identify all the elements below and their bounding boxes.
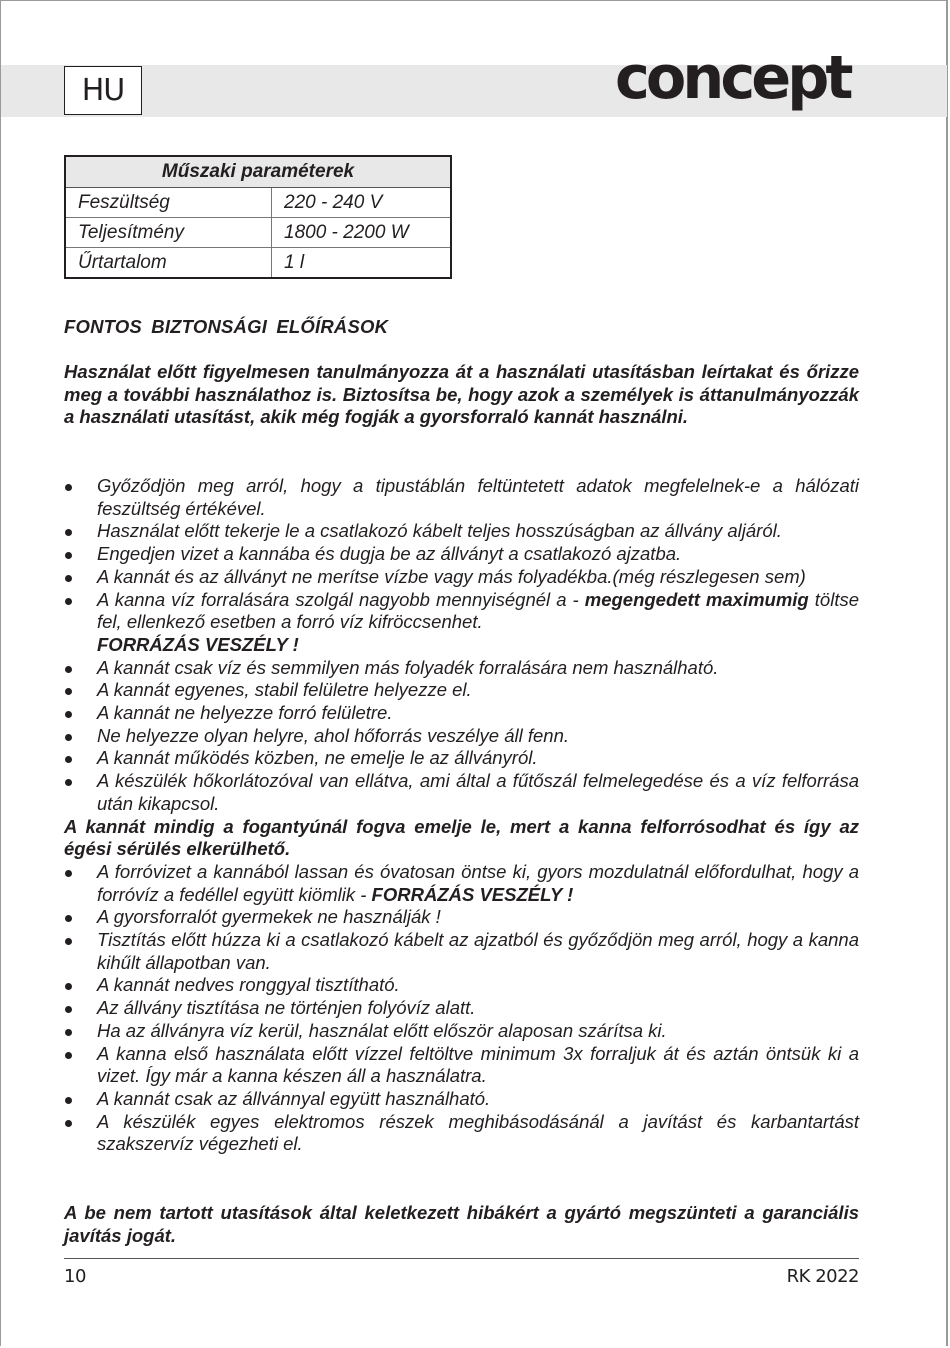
spec-value: 220 - 240 V [272,188,452,218]
list-item: Ha az állványra víz kerül, használat előtt először alaposan szárítsa ki. [64,1020,859,1043]
list-item [64,589,859,657]
language-badge: HU [64,66,142,115]
spec-value: 1800 - 2200 W [272,218,452,248]
list-item: Tisztítás előtt húzza ki a csatlakozó kábelt az ajzatból és győződjön meg arról, hogy a kanna kihűlt állapotban van. [64,929,859,974]
list-item: A kannát ne helyezze forró felületre. [64,702,859,725]
list-item: A kannát egyenes, stabil felületre helyezze el. [64,679,859,702]
list-item: A készülék egyes elektromos részek meghibásodásánál a javítást és karbantartást szakszervíz végezheti el. [64,1111,859,1156]
list-item: A kannát nedves ronggyal tisztítható. [64,974,859,997]
spec-table [64,155,452,279]
spec-label: Feszültség [65,188,272,218]
list-item [64,861,859,906]
model-code: RK 2022 [786,1266,859,1287]
list-item: Ne helyezze olyan helyre, ahol hőforrás veszélye áll fenn. [64,725,859,748]
list-item: A kannát működés közben, ne emelje le az állványról. [64,747,859,770]
item-text: A forróvizet a kannából lassan és óvatosan öntse ki, gyors mozdulatnál előfordulhat, hogy a forróvíz a fedéllel együtt kiömlik - [97,860,859,905]
list-item: Az állvány tisztítása ne történjen folyóvíz alatt. [64,997,859,1020]
warranty-warning: A be nem tartott utasítások által keletkezett hibákért a gyártó megszünteti a garanciális javítás jogát. [64,1202,859,1246]
section-title: FONTOS BIZTONSÁGI ELŐÍRÁSOK [64,316,389,337]
list-item: A kannát és az állványt ne merítse vízbe vagy más folyadékba.(még részlegesen sem) [64,566,859,589]
spec-value: 1 l [272,248,452,279]
list-item: A kannát csak víz és semmilyen más folyadék forralására nem használható. [64,657,859,680]
list-item: A kannát csak az állvánnyal együtt használható. [64,1088,859,1111]
list-item: A készülék hőkorlátozóval van ellátva, ami által a fűtőszál felmelegedése és a víz felforrása után kikapcsol. [64,770,859,815]
spec-table-title: Műszaki paraméterek [65,156,451,188]
page-number: 10 [64,1266,86,1287]
table-row [65,218,451,248]
list-item: A kanna első használata előtt vízzel feltöltve minimum 3x forraljuk át és aztán öntsük ki a vizet. Így már a kanna készen áll a használatra. [64,1043,859,1088]
item-text: A kanna víz forralására szolgál nagyobb mennyiségnél a - [97,588,585,610]
safety-list [64,475,859,1156]
scald-warning: FORRÁZÁS VESZÉLY ! [371,883,574,905]
scald-warning: FORRÁZÁS VESZÉLY ! [97,633,299,655]
footer-divider [64,1258,859,1259]
brand-logo: concept [615,43,850,113]
list-item: Győződjön meg arról, hogy a tipustáblán feltüntetett adatok megfelelnek-e a hálózati feszültség értékével. [64,475,859,520]
spec-label: Űrtartalom [65,248,272,279]
item-emphasis: megengedett maximumig [584,588,809,610]
list-item: A gyorsforralót gyermekek ne használják ! [64,906,859,929]
intro-paragraph: Használat előtt figyelmesen tanulmányozza át a használati utasításban leírtakat és őrizze meg a további használathoz is. Biztosítsa be, hogy azok a személyek is áttanulmányozzák a használati utasítást, akik még fogják a gyorsforraló kannát használni. [64,361,859,428]
handle-note: A kannát mindig a fogantyúnál fogva emelje le, mert a kanna felforrósodhat és így az égési sérülés elkerülhető. [64,815,859,860]
item-text: töltse fel, ellenkező esetben a forró víz kifröccsenhet. [97,588,860,633]
list-item: Használat előtt tekerje le a csatlakozó kábelt teljes hosszúságban az állvány aljáról. [64,520,859,543]
table-row [65,188,451,218]
list-item: Engedjen vizet a kannába és dugja be az állványt a csatlakozó ajzatba. [64,543,859,566]
table-row [65,248,451,279]
spec-label: Teljesítmény [65,218,272,248]
